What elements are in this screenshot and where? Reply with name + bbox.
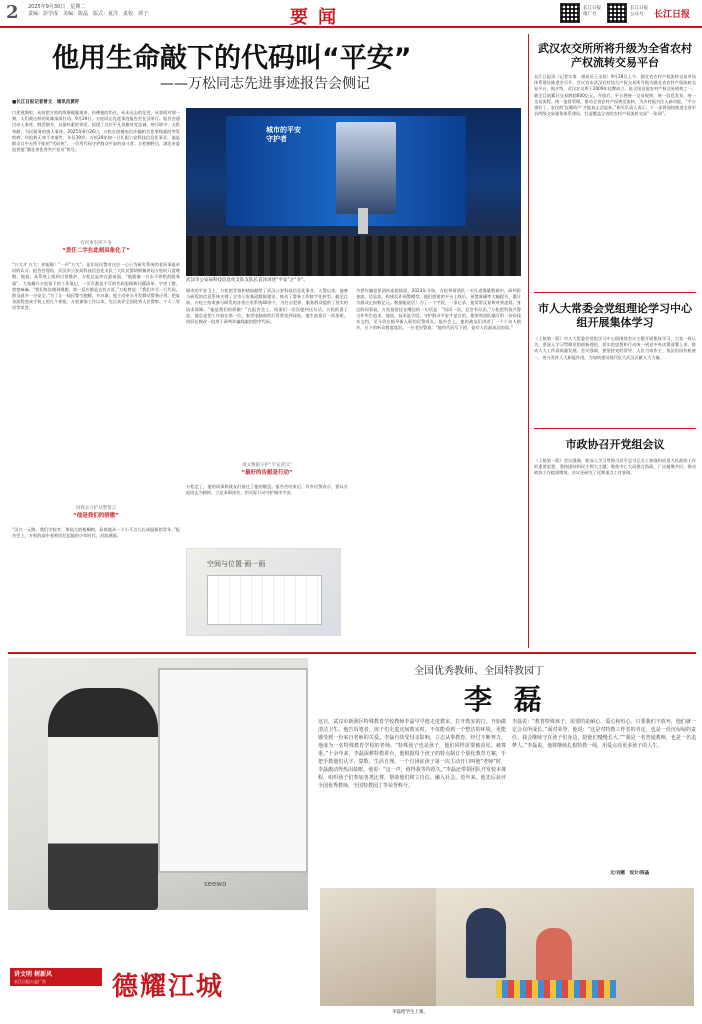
students-photo [436,888,694,1006]
board-heading: 空间与位置·画一画 [207,560,266,568]
badge-sub: 长江日报公益广告 [14,979,46,984]
divider [534,428,696,429]
date-line: 2025年9月30日 星期二 [28,4,86,10]
podium [358,208,368,234]
column-divider [528,34,529,648]
grid-board [207,575,322,625]
box1-title: “责任二字在此刻具象化了” [62,248,130,254]
feature-byline: 文/刘惠 设计/陈晶 [610,871,650,876]
teacher-photo [8,658,308,910]
stage-photo [186,108,521,276]
civility-badge [10,968,102,986]
headline: 他用生命敲下的代码叫“平安” [52,43,412,74]
news1-title: 武汉农交所所将升级为全省农村产权流转交易平台 [538,42,692,69]
header-info [28,4,148,18]
subheading-box-3 [186,462,348,476]
footer-slogan: 德耀江城 [112,972,225,1002]
qr2-label: 长江日报 公众号 [630,6,648,17]
qr-code-icon [560,3,580,23]
teacher-name: 李 磊 [464,683,548,716]
feature-photo-caption: 李磊给学生上课。 [392,1010,428,1015]
lead-column-1b: “万大才 万大！你能顺！”一声“万大”，是年轻民警对这位一心只为研究系统的老同事最亲切的认可。报告会现场，武汉市公安局科技信息化支队三大队民警胡炳楠讲起万松时几度哽咽。他说，从系统上线到日常维护，万松总是冲在最前面，“他就像一台永不停机的服务器”。大家翻开万松留下的工作笔记，一页页都是手写的代码思路和问题清单，字迹工整、密密麻麻。“我们每次遇到难题，第一反应都是去找万哥。”万松曾说：“我们多写一行代码，群众就多一分安全。”为了让一线民警少跑腿、多办事，他主动牵头开发移动警务应用，把复杂流程变成手机上的几个按钮。万松参加工作以来，先后获评全国优秀人民警察、个人二等功等荣誉。 [12,262,180,311]
lead-column-3: 为把诈骗犯罪团伙连根拔起，2023年开始，万松带着团队一头扎进海量数据中，研判资金流、信息流，构建反诈预警模型。他们搭建的平台上线后，预警准确率大幅提升，累计为群众止损数亿元。数据能说话！为了一个字段、一条记录，他常常反复核对到凌晨。身边的同事说，万松最常挂在嘴边的一句话是：“再试一次，总会有办法。”万松把科技兴警当作毕生追求，他说，技术是手段，守护群众平安才是目的。他带领团队编写的一份份技术文档，至今仍在指导新入职的民警成长。报告会上，他的战友们讲述了一个个动人细节，台下的听众数度落泪。一位老民警说：“他用代码写下的，是对人民最深沉的爱。” [356,288,521,331]
box2-title: “他是我们的骄傲” [73,513,119,519]
classroom-photo [186,548,341,636]
badge-text: 讲文明 树新风 [14,971,53,978]
box3-title: “最好的告慰是行动” [241,470,293,476]
student-figure [536,928,572,988]
subheading-box-2 [12,505,180,519]
lead-column-1c: “汉口一元路，我们学校旁，那高大的梧桐树，看着他从一个小不点儿长成挺拔的青年。”报告会上，万松的高中老师回忆起他的少年时代，泪流满面。 [12,527,180,539]
lead-column-1: 口述视频里，从何把万松的故事娓娓道来，仿佛他的仍在，从未远去的足迹，从容面对那一刻，人们被这样的英雄深深打动。9月29日，万松同志先进事迹报告会在汉举行。报告会通过动人事迹、鲜活细节，以最朴素的讲述，再现了这位平凡英雄对党忠诚、恪尽职守、无私奉献、为民服务的感人事迹。2025年8月26日，万松在批捕电信诈骗相关犯罪线索时突发疾病，经抢救无效不幸逝世，年仅39岁。万松28年如一日扎根公安科技信息化事业，他是群众口中无所不能的“代码侠”，一位用代码守护群众平安的奋斗者。万松牺牲后，湖北省委追授他“湖北省优秀共产党员”称号。 [12,110,180,153]
audience [186,236,521,276]
news2-title: 市人大常委会党组理论学习中心组开展集体学习 [538,302,692,329]
box1-kicker: 有何事有所不争 [80,241,112,246]
board-brand: seewo [204,880,227,888]
teacher-figure-small [466,908,506,978]
feature-body-2: 李磊说：“教育特殊孩子，需要的是耐心、爱心和恒心。只要我们不放弃，他们就一定会有所成长。”面对荣誉，他说：“这是对特教工作者的肯定，也是一份沉甸甸的责任。我会继续守在孩子们身边，陪他们慢慢长大。”“我是一名普通教师，也是一名追梦人。”李磊说，他将继续扎根特教一线，用爱点亮更多孩子的人生。 [512,719,696,749]
whiteboard [158,668,308,873]
page-header [0,0,702,28]
portrait-image [336,122,396,214]
masthead: 长江日报 [654,10,691,20]
students-photo-left [320,888,436,1006]
feature-body: 这日，武汉市新洲区特殊教育学校教师李磊早早地走进教室，打开教室的门，开始做清洁卫生。他告诉笔者，孩子们走进这间教室时，不仅能看到一个整洁的环境，更能感受到一份来自老师的关爱。李磊自幼受母亲影响，立志从事教育。经过不断努力，他成为一名特殊教育学校的老师。“特殊孩子也是孩子，他们同样需要被看见、被尊重。”十余年来，李磊深耕特教讲台，他根据每个孩子的特点制订个别化教育方案，手把手教他们认字、算数、生活自理。一个自闭症孩子第一次主动开口叫他“老师”时，李磊激动得热泪盈眶。他说：“这一声，值得我等待很久。”李磊还带领团队开发校本课程，组织孩子们参加各类比赛，帮助他们树立自信、融入社会。近年来，他先后获评全国优秀教师、全国特教园丁等荣誉称号。 [318,719,506,789]
lead-column-2b: 万松走了，他的同事和战友们接过了他的键盘。报告会结束后，许多民警表示，要以万松同志为榜样，立足本职岗位，用实际行动守护城市平安。 [186,484,348,496]
editor-line: 责编：彭学成 美编：陈晶 版式：夏洋 责校：谭子 [28,11,149,17]
qr-code-icon [607,3,627,23]
news1-body: 长江日报讯（记者实事 通讯员王永恒）9月28日上午，湖北省农村产权流转交易市场体系建设推进会召开，会议宣布武汉农村综合产权交易所升级为湖北省农村产权流转交易平台。据介绍，武汉农交所于2009年挂牌成立，是全国首批农村产权交易机构之一，截至目前累计交易额超600亿元。升级后，平台将统一交易规则、统一信息发布、统一交易流程、统一监督管理，推动全省农村产权规范流转，为乡村振兴注入新动能。“平台建好了，农民的‘沉睡资产’才能真正活起来。”相关负责人表示，下一步将加快推进全省市县两级交易服务体系建设，打造覆盖全省的农村产权流转交易“一张网”。 [534,74,696,117]
section-title: 要闻 [290,7,346,28]
lead-column-2: 城市的平安卫士，万松把青春和热血献给了武汉公安科技信息化事业。入警以来，他参与研发的信息系统支撑了全市公安基础数据建设，推动了警务工作数字化转型。截至目前，万松主持或参与研发的各类应用系统40余个，为打击犯罪、服务群众提供了坚实的技术保障。“他是我们的骄傲！”在报告会上，同事们一次次提到这句话。万松的妻子说，他总是把工作放在第一位，家里电脑前的灯常常亮到深夜。他生前最后一次加班，依旧在修改一段用于研判诈骗线索的程序代码。 [186,288,348,325]
stage-title: 城市的平安 守护者 [266,126,301,143]
subhead: ——万松同志先进事迹报告会侧记 [160,76,370,92]
subheading-box-1 [12,240,180,254]
box3-kicker: 用文数据守护“平安武汉” [242,463,292,468]
news3-body: （上接第一版）会议强调，要深入学习贯彻习近平总书记关于加强和改进人民政协工作的重要思想，坚持团结和民主两大主题，聚焦中心大局建言资政，广泛凝聚共识，推动政协工作提质增效。会议还研究了近期重点工作安排。 [534,458,696,476]
divider [534,292,696,293]
section-divider [8,652,696,654]
box2-kicker: 用我去守护从警誓言 [75,506,117,511]
qr1-label: 长江日报 推广号 [583,6,601,17]
teacher-figure [48,688,158,910]
news3-title: 市政协召开党组会议 [565,438,665,451]
award-line: 全国优秀教师、全国特教园丁 [414,666,544,677]
photo-caption: 武汉市公安局科技信息化支队支队长袁泽讲述“平安”之“争”。 [186,278,308,283]
toy-blocks [496,980,616,998]
news2-body: （上接第一版）市人大常委会党组学习中心组围绕会议主题开展集体学习，大家一致认为，要深入学习贯彻党的创新理论，切实把思想和行动统一到党中央决策部署上来，推动人大工作高质量发展。会议强调，要坚持党的领导、人民当家作主、依法治国有机统一，充分发挥人大职能作用，为加快建设现代化大武汉贡献人大力量。 [534,336,696,360]
page-number: 2 [6,2,19,23]
byline: ■长江日报记者曾文 通讯员黄轩 [12,100,80,105]
